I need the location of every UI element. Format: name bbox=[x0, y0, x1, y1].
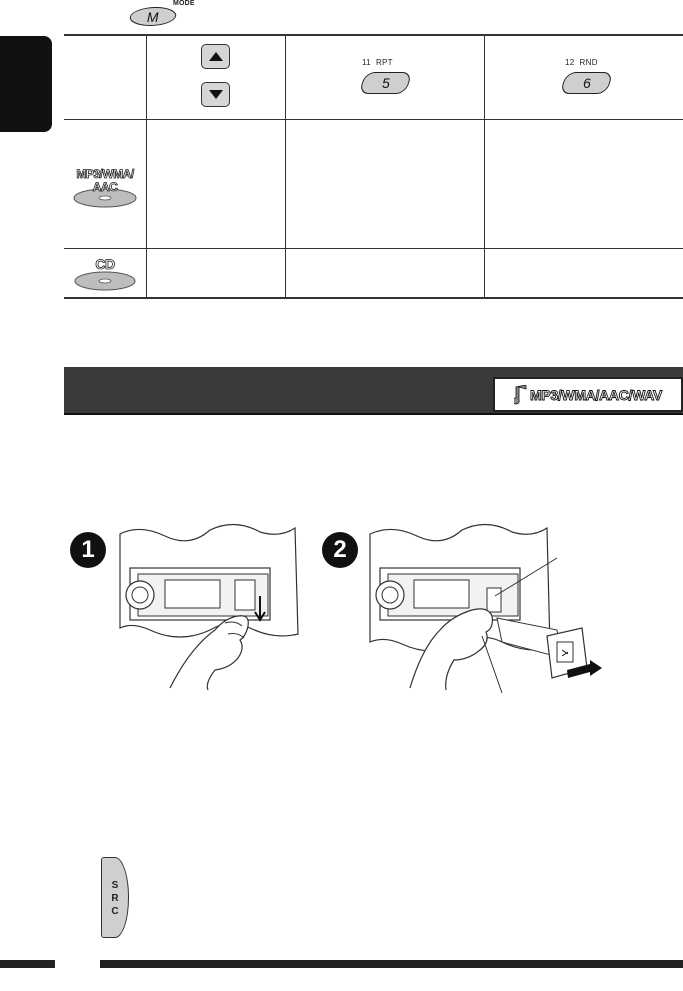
disc-icon bbox=[72, 188, 138, 230]
format-badge bbox=[493, 377, 683, 412]
table-bottom-border bbox=[64, 297, 683, 299]
up-button[interactable] bbox=[201, 44, 230, 69]
table-row-divider bbox=[64, 248, 683, 249]
cd-disc-label: CD bbox=[95, 256, 115, 272]
section-banner-rule bbox=[64, 413, 683, 415]
step-1-badge bbox=[70, 532, 106, 568]
repeat-label: RPT bbox=[375, 58, 393, 67]
table-row-divider bbox=[64, 119, 683, 120]
mode-button-label: MODE bbox=[173, 0, 195, 7]
repeat-button-key: 5 bbox=[381, 75, 390, 91]
mode-button-key: M bbox=[147, 8, 159, 25]
random-label: RND bbox=[579, 58, 598, 67]
down-button[interactable] bbox=[201, 82, 230, 107]
src-letter: R bbox=[111, 893, 119, 904]
cd-disc-icon bbox=[73, 258, 137, 292]
table-column-divider bbox=[146, 34, 147, 298]
mp3-wma-aac-disc-icon bbox=[72, 166, 138, 208]
step-number: 1 bbox=[81, 536, 95, 563]
mode-button[interactable] bbox=[127, 7, 179, 26]
src-button[interactable] bbox=[101, 857, 129, 938]
down-arrow-icon bbox=[209, 90, 223, 99]
random-button[interactable] bbox=[559, 72, 613, 94]
disc-icon bbox=[73, 269, 137, 293]
repeat-button[interactable] bbox=[358, 72, 412, 94]
step-2-illustration bbox=[362, 518, 612, 698]
footer-bar-right bbox=[100, 960, 683, 968]
table-top-border bbox=[64, 34, 683, 36]
repeat-number: 11 bbox=[362, 58, 371, 67]
repeat-button-caption bbox=[362, 58, 393, 67]
step-1-illustration bbox=[110, 518, 310, 698]
language-side-tab bbox=[0, 36, 52, 132]
random-number: 12 bbox=[565, 58, 575, 67]
random-button-key: 6 bbox=[582, 75, 591, 91]
src-letter: S bbox=[111, 880, 119, 891]
table-column-divider bbox=[484, 34, 485, 298]
src-letter: C bbox=[111, 906, 119, 917]
table-column-divider bbox=[285, 34, 286, 298]
footer-bar-left bbox=[0, 960, 55, 968]
random-button-caption bbox=[565, 58, 598, 67]
music-note-icon bbox=[514, 385, 528, 405]
step-number: 2 bbox=[333, 536, 347, 563]
up-arrow-icon bbox=[209, 52, 223, 61]
mp3-disc-label: MP3/WMA/ AAC bbox=[76, 167, 134, 194]
format-badge-text: MP3/WMA/AAC/WAV bbox=[529, 386, 663, 403]
step-2-badge bbox=[322, 532, 358, 568]
